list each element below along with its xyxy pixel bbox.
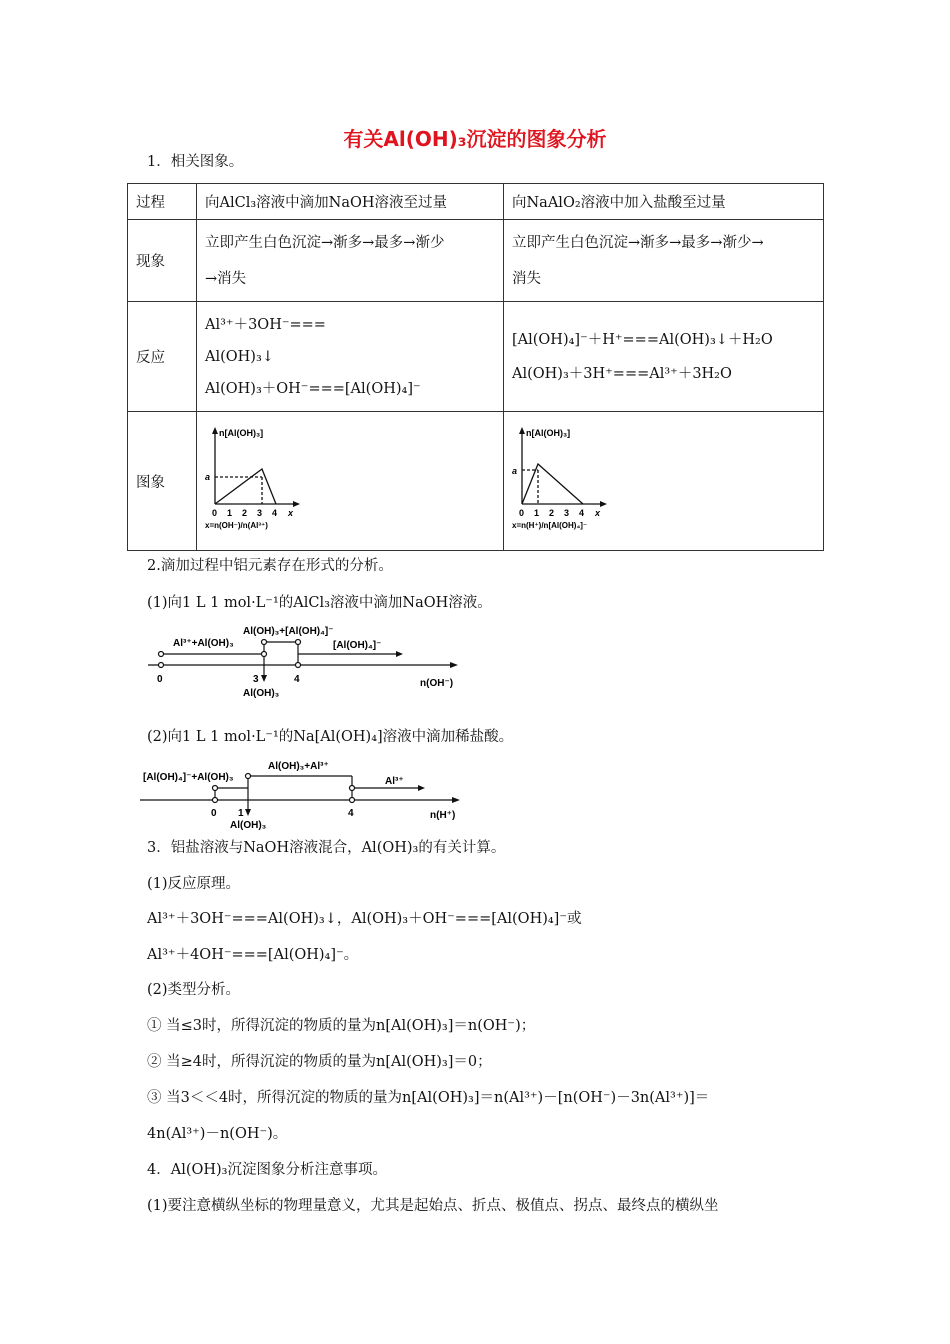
graph-1-tick-3: 3 — [257, 508, 263, 518]
graph-1-tick-4: 4 — [272, 508, 278, 518]
graph-2-tick-4: 4 — [579, 508, 585, 518]
graph-1-x-arrow — [293, 501, 300, 507]
case-1: ① 当≤3时，所得沉淀的物质的量为n[Al(OH)₃]＝n(OH⁻)； — [147, 1018, 536, 1034]
nl2-tick-1: 1 — [238, 808, 244, 819]
graph-2-ylabel: n[Al(OH)₃] — [526, 428, 571, 438]
phenomenon-2 — [504, 220, 824, 302]
nl2-tick-0: 0 — [211, 808, 217, 819]
phenomenon-1-line1: 立即产生白色沉淀→渐多→最多→渐少 — [205, 234, 445, 251]
section-4-heading: 4．Al(OH)₃沉淀图象分析注意事项。 — [147, 1162, 387, 1178]
nl1-tick-3: 3 — [253, 674, 259, 685]
graph-1-xlabel: x=n(OH⁻)/n(Al³⁺) — [205, 521, 268, 530]
graph-1-cell — [197, 412, 504, 551]
header-col1: 向AlCl₃溶液中滴加NaOH溶液至过量 — [197, 184, 504, 220]
reaction-1-line2: Al(OH)₃↓ — [205, 348, 274, 365]
number-line-oh — [148, 620, 468, 700]
reaction-2 — [504, 302, 824, 412]
graph-2-a: a — [512, 466, 518, 476]
graph-2 — [512, 424, 632, 534]
graph-2-cell — [504, 412, 824, 551]
phenomenon-2-line1: 立即产生白色沉淀→渐多→最多→渐少→ — [512, 234, 764, 251]
graph-2-y-arrow — [519, 427, 525, 434]
number-line-h — [140, 758, 470, 833]
section-3-item-1: (1)反应原理。 — [147, 876, 241, 892]
graph-1-a: a — [205, 472, 211, 482]
graph-1-ylabel: n[Al(OH)₃] — [219, 428, 264, 438]
graph-1-tick-0: 0 — [212, 508, 218, 518]
section-3-item-2: (2)类型分析。 — [147, 982, 241, 998]
reaction-1-line3: Al(OH)₃＋OH⁻===[Al(OH)₄]⁻ — [205, 380, 421, 397]
section-2-item-1: (1)向1 L 1 mol·L⁻¹的AlCl₃溶液中滴加NaOH溶液。 — [147, 595, 492, 611]
section-4-item-1: (1)要注意横纵坐标的物理量意义，尤其是起始点、折点、极值点、拐点、最终点的横纵坐 — [147, 1198, 719, 1214]
header-col2: 向NaAlO₂溶液中加入盐酸至过量 — [504, 184, 824, 220]
nl2-label-seg3: Al³⁺ — [385, 776, 404, 787]
nl1-label-seg1: Al³⁺+Al(OH)₃ — [173, 638, 234, 649]
graph-2-tick-1: 1 — [534, 508, 540, 518]
nl1-axis-label: n(OH⁻) — [420, 678, 454, 689]
graph-2-x-arrow — [600, 501, 607, 507]
graph-1-tick-2: 2 — [242, 508, 248, 518]
phenomenon-1 — [197, 220, 504, 302]
label-graph: 图象 — [128, 412, 197, 551]
reaction-2-line1: [Al(OH)₄]⁻＋H⁺===Al(OH)₃↓＋H₂O — [512, 331, 773, 348]
graph-2-curve — [522, 464, 583, 504]
graph-1 — [205, 424, 325, 534]
phenomenon-2-line2: 消失 — [512, 270, 541, 287]
graph-1-tick-x: x — [288, 508, 294, 518]
reaction-1-line1: Al³⁺＋3OH⁻=== — [205, 316, 326, 333]
graph-2-tick-0: 0 — [519, 508, 525, 518]
nl2-below: Al(OH)₃ — [230, 820, 267, 831]
label-reaction: 反应 — [128, 302, 197, 412]
nl1-below: Al(OH)₃ — [243, 688, 280, 699]
graph-2-tick-3: 3 — [564, 508, 570, 518]
section-3-heading: 3．铝盐溶液与NaOH溶液混合，Al(OH)₃的有关计算。 — [147, 840, 506, 856]
label-phenomenon: 现象 — [128, 220, 197, 302]
graph-1-y-arrow — [212, 427, 218, 434]
case-3-line1: ③ 当3＜＜4时，所得沉淀的物质的量为n[Al(OH)₃]＝n(Al³⁺)－[n(OH⁻)－3n(Al³⁺)]＝ — [147, 1090, 710, 1106]
nl2-axis-label: n(H⁺) — [430, 810, 456, 821]
comparison-table — [127, 183, 824, 551]
nl2-label-seg1: [Al(OH)₄]⁻+Al(OH)₃ — [143, 772, 234, 783]
graph-2-tick-x: x — [595, 508, 601, 518]
phenomenon-1-line2: →消失 — [205, 270, 247, 287]
section-3-equation-1: Al³⁺＋3OH⁻===Al(OH)₃↓，Al(OH)₃＋OH⁻===[Al(OH)₄]⁻或 — [147, 911, 582, 927]
section-3-equation-2: Al³⁺＋4OH⁻===[Al(OH)₄]⁻。 — [147, 947, 359, 963]
graph-1-tick-1: 1 — [227, 508, 233, 518]
reaction-1 — [197, 302, 504, 412]
nl1-label-seg2: Al(OH)₃+[Al(OH)₄]⁻ — [243, 626, 334, 637]
page-title: 有关Al(OH)₃沉淀的图象分析 — [343, 127, 607, 151]
graph-2-tick-2: 2 — [549, 508, 555, 518]
nl1-tick-0: 0 — [157, 674, 163, 685]
case-2: ② 当≥4时，所得沉淀的物质的量为n[Al(OH)₃]＝0； — [147, 1054, 492, 1070]
section-2-item-2: (2)向1 L 1 mol·L⁻¹的Na[Al(OH)₄]溶液中滴加稀盐酸。 — [147, 729, 514, 745]
nl2-tick-4: 4 — [348, 808, 354, 819]
section-2-heading: 2.滴加过程中铝元素存在形式的分析。 — [147, 558, 393, 574]
graph-1-curve — [215, 469, 276, 504]
nl2-label-seg2: Al(OH)₃+Al³⁺ — [268, 761, 329, 772]
case-3-line2: 4n(Al³⁺)－n(OH⁻)。 — [147, 1126, 288, 1142]
reaction-2-line2: Al(OH)₃＋3H⁺===Al³⁺＋3H₂O — [512, 365, 732, 382]
section-1-heading: 1．相关图象。 — [147, 154, 244, 170]
nl1-label-seg3: [Al(OH)₄]⁻ — [333, 640, 382, 651]
header-process: 过程 — [128, 184, 197, 220]
graph-2-xlabel: x=n(H⁺)/n[Al(OH)₄]⁻ — [512, 521, 588, 530]
nl1-tick-4: 4 — [294, 674, 300, 685]
